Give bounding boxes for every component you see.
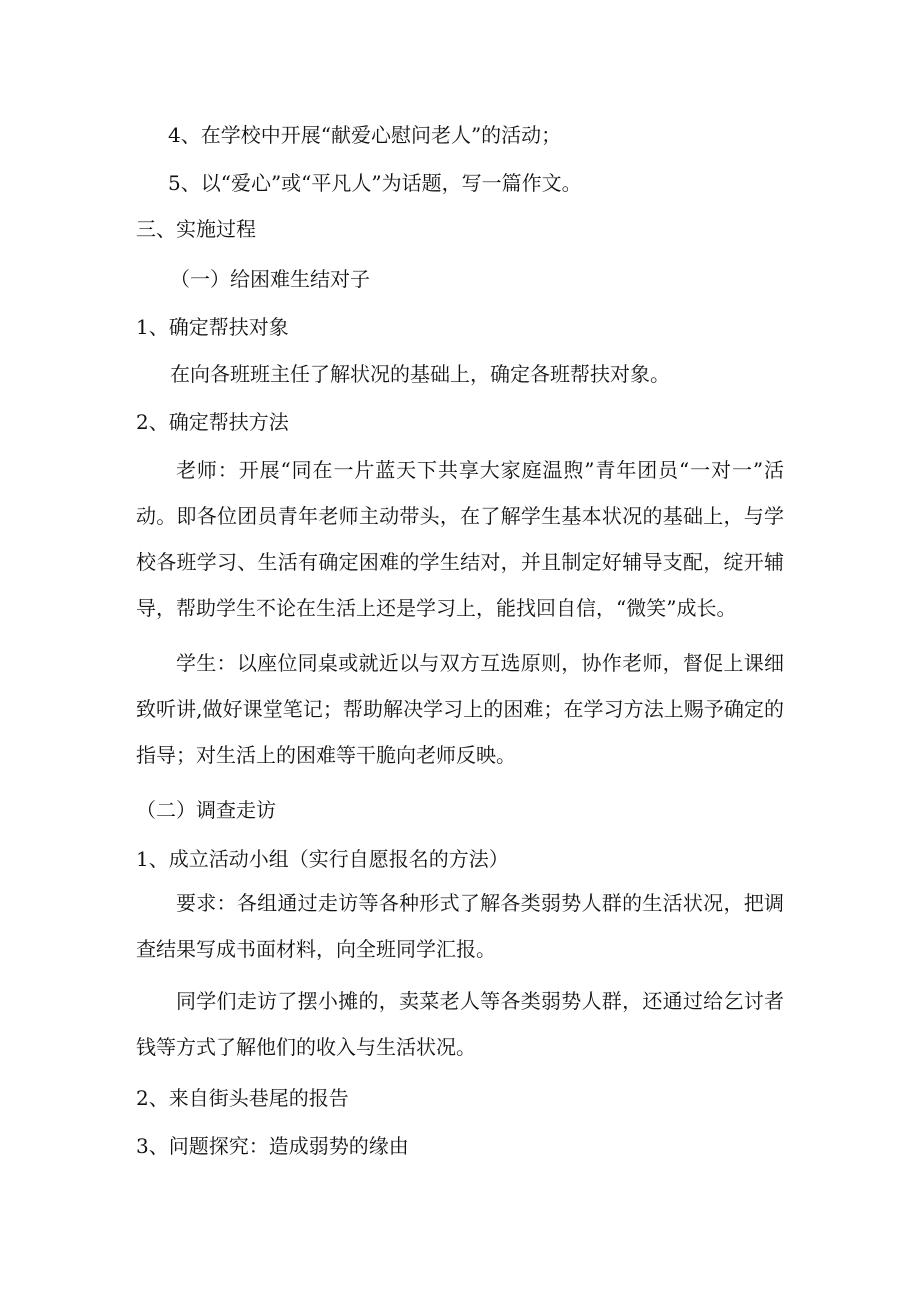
step-heading-form-groups: 1、成立活动小组（实行自愿报名的方法） [136,847,509,871]
subsection-heading-survey: （二）调查走访 [136,798,276,822]
subsection-heading-pairing: （一）给困难生结对子 [170,267,370,291]
paragraph-requirement: 要求：各组通过走访等各种形式了解各类弱势人群的生活状况，把调查结果写成书面材料，向全班同学汇报。 [136,891,784,961]
step-heading-determine-targets: 1、确定帮扶对象 [136,315,289,339]
paragraph-determine-targets: 在向各班班主任了解状况的基础上，确定各班帮扶对象。 [170,362,670,386]
section-heading-implementation: 三、实施过程 [136,217,256,241]
list-item-5: 5、以“爱心”或“平凡人”为话题，写一篇作文。 [168,171,582,195]
step-heading-cause-inquiry: 3、问题探究：造成弱势的缘由 [136,1134,409,1158]
paragraph-student: 学生：以座位同桌或就近以与双方互选原则，协作老师，督促上课细致听讲,做好课堂笔记；帮助解决学习上的困难；在学习方法上赐予确定的指导；对生活上的困难等干脆向老师反映。 [136,651,784,767]
step-heading-determine-methods: 2、确定帮扶方法 [136,410,289,434]
list-item-4: 4、在学校中开展“献爱心慰问老人”的活动； [168,123,562,147]
paragraph-teacher: 老师：开展“同在一片蓝天下共享大家庭温煦”青年团员“一对一”活动。即各位团员青年老师主动带头，在了解学生基本状况的基础上，与学校各班学习、生活有确定困难的学生结对，并且制定好辅导支配，绽开辅导，帮助学生不论在生活上还是学习上，能找回自信，“微笑”成长。 [136,458,784,620]
step-heading-street-report: 2、来自街头巷尾的报告 [136,1086,349,1110]
paragraph-visit: 同学们走访了摆小摊的，卖菜老人等各类弱势人群，还通过给乞讨者钱等方式了解他们的收入与生活状况。 [136,989,784,1059]
